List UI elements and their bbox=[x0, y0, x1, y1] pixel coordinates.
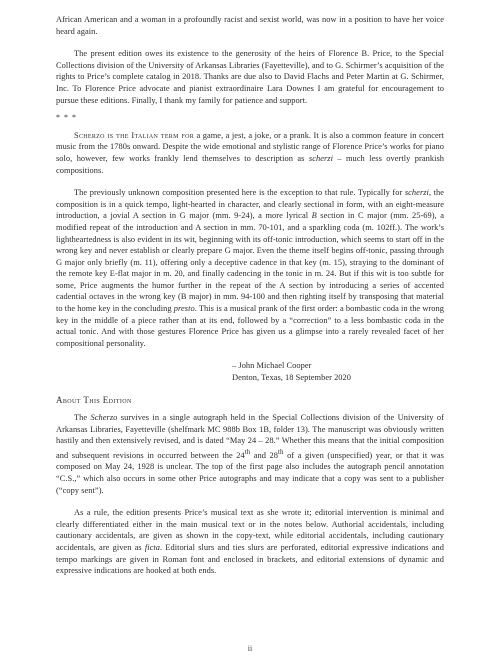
edition-superscript-1: th bbox=[244, 448, 251, 456]
scherzo-lead-text: Scherzo is the Italian term for bbox=[74, 130, 195, 140]
editorial-rules-paragraph bbox=[56, 507, 444, 577]
edition-paragraph bbox=[56, 412, 444, 496]
scherzo-definition-paragraph bbox=[56, 130, 444, 176]
analysis-b-section-letter: B bbox=[311, 211, 317, 221]
rules-text-1: As a rule, the edition presents Price’s musical text as she wrote it; editorial intervention is minimal and clearly differentiated either in the main musical text or in the notes below. Authorial accidentals, including cautionary accidentals, are given as shown in the copy-text, while editorial accidentals, including cautionary accidentals, are given as bbox=[56, 508, 444, 552]
rules-text-2: . Editorial slurs and ties slurs are perforated, editorial expressive indications and tempo markings are given in Roman font and enclosed in brackets, and editorial extensions of dynamic and expressive indications are hooked at both ends. bbox=[56, 542, 444, 576]
edition-text-4: of a given (unspecified) year, or that it was composed on May 24, 1928 is unclear. The top of the first page also includes the autograph pencil annotation “C.S.,” which also occurs in some other Price autographs and may indicate that a copy was sent to a publisher (“copy sent”). bbox=[56, 450, 444, 495]
edition-superscript-2: th bbox=[278, 448, 284, 456]
signature-name: – John Michael Cooper bbox=[232, 361, 312, 371]
edition-scherzo-title: Scherzo bbox=[90, 413, 118, 423]
analysis-text-3: section in C major (mm. 25-69), a modified repeat of the introduction and A section in mm. 70-101, and a sparkling coda (m. 102ff.). The work’s lightheartedness is also evident in its wit, beginning with its off-tonic introduction, which seems to start off in the wrong key and never establish or clearly prepare G major. Even the theme itself begins off-tonic, passing through G major only briefly (m. 11), offering only a deceptive cadence in that key (m. 15), straying to the dominant of the remote key E-flat major in m. 20, and finally cadencing in the tonic in m. 24. But if this wit is too subtle for some, Price augments the humor further in the repeat of the A section by introducing a series of accented cadential octaves in the wrong key (B major) in mm. 94-100 and then righting itself by transposing that material to the home key in the concluding bbox=[56, 211, 445, 314]
analysis-text-1: The previously unknown composition presented here is the exception to that rule. Typically for bbox=[74, 188, 405, 198]
analysis-presto-term: presto bbox=[173, 304, 195, 314]
edition-text-1: The bbox=[74, 413, 91, 423]
analysis-scherzi-term: scherzi bbox=[404, 188, 429, 198]
analysis-text-2: , the composition is in a quick tempo, light-hearted in character, and clearly sectional in form, with an eight-measure introduction, a jovial A section in G major (mm. 9-24), a more lyrical bbox=[56, 188, 445, 221]
signature-place-date: Denton, Texas, 18 September 2020 bbox=[232, 373, 352, 383]
scherzo-text-2: – much less overtly prankish compositions. bbox=[56, 153, 445, 175]
edition-text-3: and 28 bbox=[250, 450, 279, 460]
analysis-paragraph bbox=[56, 187, 444, 349]
intro-tail-paragraph: African American and a woman in a profoundly racist and sexist world, was now in a position to have her voice heard again. bbox=[56, 15, 444, 36]
section-separator: * * * bbox=[56, 113, 77, 123]
scherzo-text-1: a game, a jest, a joke, or a prank. It is also a common feature in concert music from the 1780s onward. Despite the wide emotional and stylistic range of Florence Price’s works for piano solo, however, few works frankly lend themselves to description as bbox=[56, 130, 444, 163]
page-number: ii bbox=[247, 644, 253, 653]
section-heading: About This Edition bbox=[56, 394, 132, 405]
acknowledgments-paragraph: The present edition owes its existence to the generosity of the heirs of Florence B. Price, to the Special Collections division of the University of Arkansas Libraries (Fayetteville), and to G. Schirmer’s acquisition of the rights to Price’s complete catalog in 2018. Thanks are due also to David Flachs and Peter Martin at G. Schirmer, Inc. To Florence Price advocate and pianist extraordinaire Lara Downes I am grateful for encouragement to pursue these editions. Finally, I thank my family for patience and support. bbox=[56, 49, 444, 105]
rules-ficta-term: ficta bbox=[144, 542, 160, 552]
edition-text-2: survives in a single autograph held in the Special Collections division of the University of Arkansas Libraries, Fayetteville (shelfmark MC 988b Box 1B, folder 13). The manuscript was obviously written hastily and then extensively revised, and is dated “May 24 – 28.” Whether this means that the initial composition and subsequent revisions in occurred between the 24 bbox=[56, 413, 444, 460]
scherzi-term: scherzi bbox=[308, 153, 333, 163]
analysis-text-4: . This is a musical prank of the first order: a bombastic coda in the wrong key in the middle of a piece rather than at its end, followed by a “correction” to a less bombastic coda in the actual tonic. And with those gestures Florence Price has given us a glimpse into a rarely revealed facet of her compositional personality. bbox=[56, 304, 444, 348]
